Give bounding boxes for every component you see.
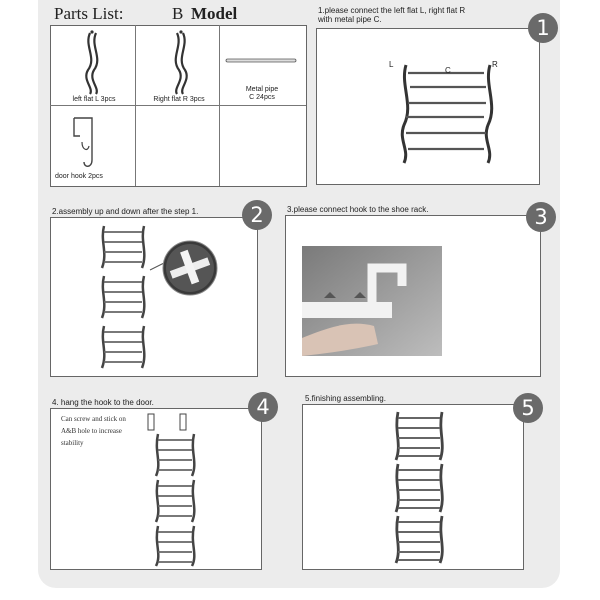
part-label-metal-pipe: Metal pipe C 24pcs xyxy=(245,86,279,101)
step-4-badge: 4 xyxy=(248,392,278,422)
step-3-photo xyxy=(302,246,442,356)
right-flat-illustration xyxy=(155,28,205,98)
parts-list-title: Parts List: xyxy=(54,4,124,23)
door-hook-illustration xyxy=(62,112,112,172)
left-flat-illustration xyxy=(70,28,120,98)
step-1-text: 1.please connect the left flat L, right flat R with metal pipe C. xyxy=(318,6,466,24)
step-3-badge: 3 xyxy=(526,202,556,232)
step-3-text: 3.please connect hook to the shoe rack. xyxy=(287,205,429,214)
step-5-finished-rack-illustration xyxy=(390,410,450,565)
step-1-label-r: R xyxy=(492,60,498,69)
model-letter: B xyxy=(172,4,184,23)
part-label-right-flat: Right flat R 3pcs xyxy=(153,96,205,103)
step-2-detail-zoom xyxy=(140,240,220,300)
part-label-door-hook: door hook 2pcs xyxy=(55,173,103,180)
step-4-text: 4. hang the hook to the door. xyxy=(52,398,154,407)
step-4-hanging-rack-illustration xyxy=(150,432,202,567)
metal-pipe-illustration xyxy=(222,56,302,66)
step-1-badge: 1 xyxy=(528,13,558,43)
part-label-left-flat: left flat L 3pcs xyxy=(72,96,116,103)
step-1-label-l: L xyxy=(389,60,394,69)
step-5-text: 5.finishing assembling. xyxy=(305,394,386,403)
model-word: Model xyxy=(191,4,238,23)
step-2-badge: 2 xyxy=(242,200,272,230)
step-1-label-c: C xyxy=(445,66,451,75)
grid-divider xyxy=(50,105,306,106)
step-4-hooks xyxy=(145,412,195,432)
step-2-text: 2.assembly up and down after the step 1. xyxy=(52,207,199,216)
step-5-badge: 5 xyxy=(513,393,543,423)
step-4-note: Can screw and stick on A&B hole to increase stability xyxy=(61,415,126,447)
